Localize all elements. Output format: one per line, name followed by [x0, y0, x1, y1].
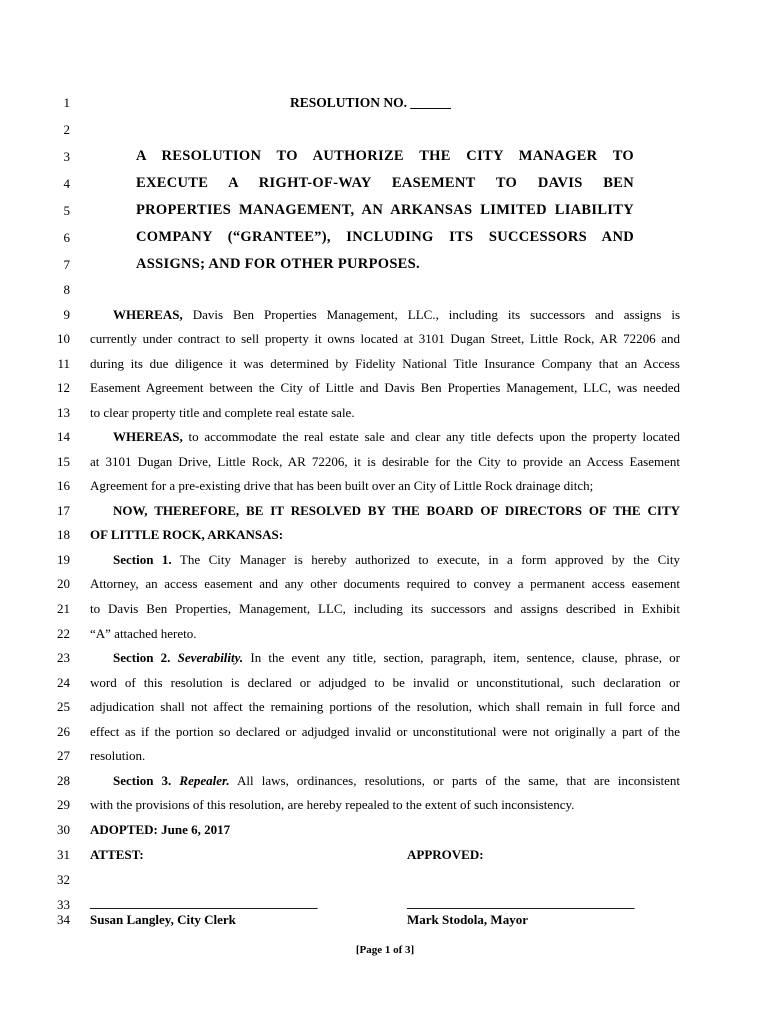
- line-number: 26: [57, 724, 70, 739]
- section-title: Repealer.: [179, 773, 230, 788]
- title-line: COMPANY (“GRANTEE”), INCLUDING ITS SUCCESSORS AND: [136, 229, 634, 245]
- body-line: “A” attached hereto.: [90, 626, 197, 641]
- line-number: 25: [57, 699, 70, 714]
- body-line: resolution.: [90, 748, 146, 763]
- line-number: 33: [57, 897, 70, 912]
- line-number: 7: [63, 257, 70, 272]
- body-line: word of this resolution is declared or adjudged to be invalid or unconstitutional, such declaration or: [90, 675, 680, 690]
- title-line: ASSIGNS; AND FOR OTHER PURPOSES.: [136, 256, 420, 272]
- body-line: effect as if the portion so declared or adjudged invalid or unconstitutional were not originally a part of the: [90, 724, 680, 739]
- body-line: [113, 307, 680, 323]
- attest-label: ATTEST:: [90, 847, 144, 862]
- body-line: [113, 773, 680, 789]
- line-number: 5: [63, 203, 70, 218]
- body-line: Easement Agreement between the City of Little and Davis Ben Properties Management, LLC, was needed: [90, 380, 680, 395]
- line-number: 10: [57, 331, 70, 346]
- line-number: 28: [57, 773, 70, 788]
- line-number: 9: [63, 307, 70, 322]
- body-text: The City Manager is hereby authorized to execute, in a form approved by the City: [179, 552, 680, 567]
- title-line: A RESOLUTION TO AUTHORIZE THE CITY MANAGER TO: [136, 148, 634, 164]
- line-number: 12: [57, 380, 70, 395]
- body-text: Davis Ben Properties Management, LLC., including its successors and assigns is: [192, 307, 680, 322]
- page-footer: [Page 1 of 3]: [355, 944, 415, 956]
- body-text: to accommodate the real estate sale and clear any title defects upon the property located: [188, 429, 680, 444]
- city-clerk-name: Susan Langley, City Clerk: [90, 912, 236, 927]
- body-line: OF LITTLE ROCK, ARKANSAS:: [90, 527, 284, 542]
- line-number: 14: [57, 429, 70, 444]
- whereas-label: WHEREAS,: [113, 307, 183, 322]
- body-line: NOW, THEREFORE, BE IT RESOLVED BY THE BOARD OF DIRECTORS OF THE CITY: [113, 503, 680, 518]
- line-number: 4: [63, 176, 70, 191]
- line-number: 22: [57, 626, 70, 641]
- section-label: Section 3.: [113, 773, 172, 788]
- line-number: 15: [57, 454, 70, 469]
- approved-label: APPROVED:: [407, 847, 484, 862]
- signature-line-left: ___________________________________: [90, 895, 318, 910]
- title-line: PROPERTIES MANAGEMENT, AN ARKANSAS LIMITED LIABILITY: [136, 202, 634, 218]
- line-number: 23: [57, 650, 70, 665]
- line-number: 27: [57, 748, 70, 763]
- section-label: Section 1.: [113, 552, 172, 567]
- body-line: Attorney, an access easement and any other documents required to convey a permanent access easement: [90, 576, 680, 591]
- line-number: 31: [57, 847, 70, 862]
- line-number: 30: [57, 822, 70, 837]
- section-title: Severability.: [177, 650, 244, 665]
- body-text: In the event any title, section, paragraph, item, sentence, clause, phrase, or: [250, 650, 680, 665]
- line-number: 17: [57, 503, 70, 518]
- body-line: adjudication shall not affect the remaining portions of the resolution, which shall remain in full force and: [90, 699, 680, 714]
- body-line: Agreement for a pre-existing drive that has been built over an City of Little Rock drainage ditch;: [90, 478, 594, 493]
- body-text: All laws, ordinances, resolutions, or parts of the same, that are inconsistent: [237, 773, 680, 788]
- line-number: 24: [57, 675, 70, 690]
- line-number: 18: [57, 527, 70, 542]
- line-number: 6: [63, 230, 70, 245]
- line-number: 1: [63, 95, 70, 110]
- body-line: [113, 650, 680, 666]
- signature-line-right: ___________________________________: [407, 895, 635, 910]
- body-line: to clear property title and complete real estate sale.: [90, 405, 355, 420]
- line-number: 32: [57, 872, 70, 887]
- body-line: [113, 429, 680, 445]
- line-number: 8: [63, 282, 70, 297]
- adopted-date: ADOPTED: June 6, 2017: [90, 822, 231, 837]
- line-number: 16: [57, 478, 70, 493]
- line-number: 3: [63, 149, 70, 164]
- body-line: currently under contract to sell property it owns located at 3101 Dugan Street, Little Rock, AR 72206 and: [90, 331, 680, 346]
- body-line: with the provisions of this resolution, are hereby repealed to the extent of such inconsistency.: [90, 797, 575, 812]
- section-label: Section 2.: [113, 650, 171, 665]
- line-number: 2: [63, 122, 70, 137]
- title-line: EXECUTE A RIGHT-OF-WAY EASEMENT TO DAVIS BEN: [136, 175, 634, 191]
- body-line: [113, 552, 680, 568]
- line-number: 20: [57, 576, 70, 591]
- line-number: 19: [57, 552, 70, 567]
- line-number: 21: [57, 601, 70, 616]
- line-number: 34: [57, 912, 70, 927]
- mayor-name: Mark Stodola, Mayor: [407, 912, 528, 927]
- body-line: during its due diligence it was determined by Fidelity National Title Insurance Company that an Access: [90, 356, 680, 371]
- line-number: 13: [57, 405, 70, 420]
- resolution-number-heading: RESOLUTION NO. ______: [290, 95, 451, 110]
- line-number: 11: [57, 356, 70, 371]
- body-line: to Davis Ben Properties, Management, LLC, including its successors and assigns described in Exhibit: [90, 601, 680, 616]
- body-line: at 3101 Dugan Drive, Little Rock, AR 72206, it is desirable for the City to provide an Access Easement: [90, 454, 680, 469]
- line-number: 29: [57, 797, 70, 812]
- whereas-label: WHEREAS,: [113, 429, 183, 444]
